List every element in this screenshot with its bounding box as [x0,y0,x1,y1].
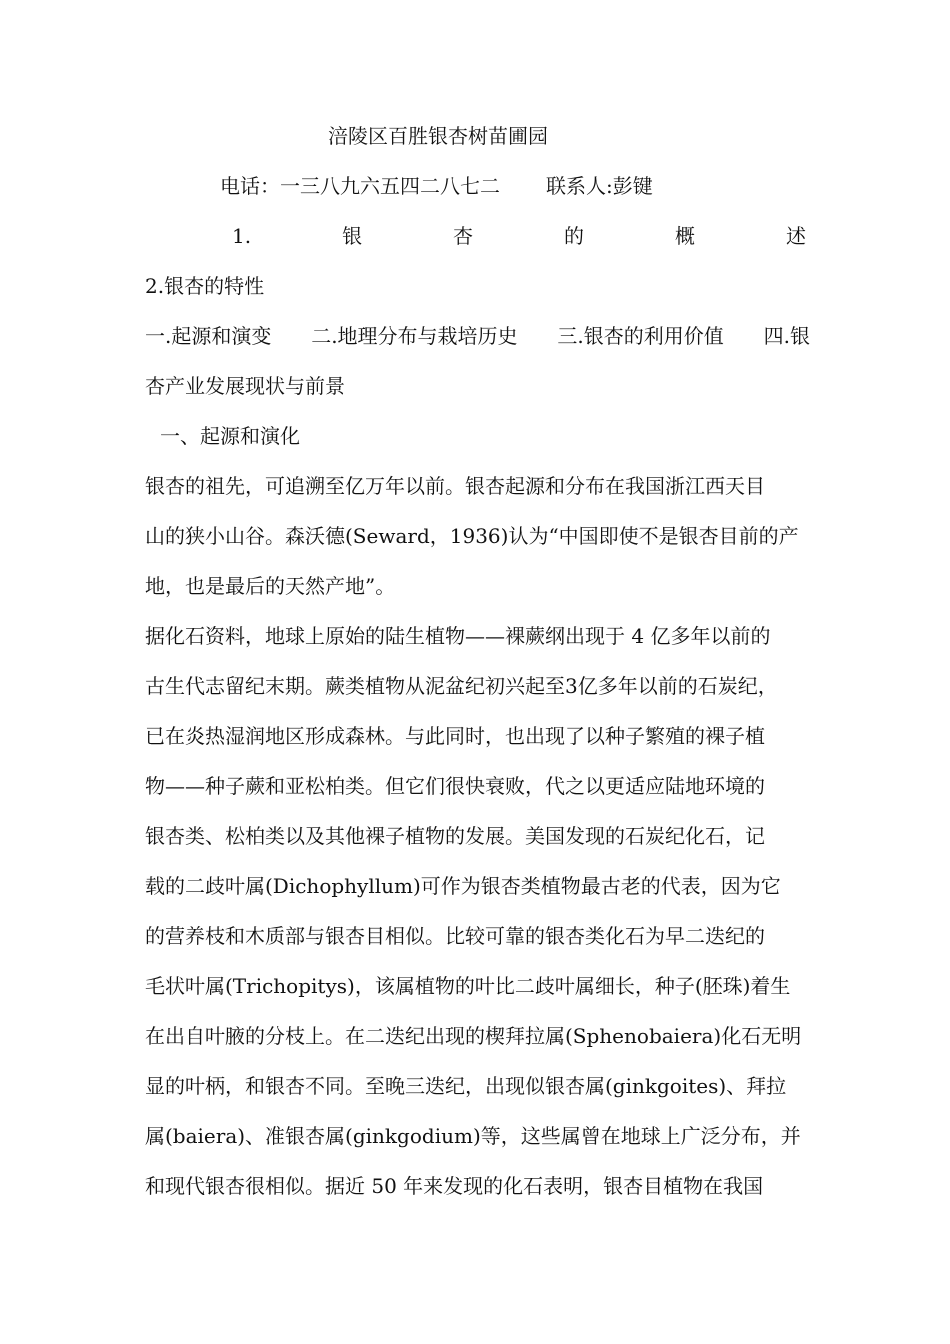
contact-person: 联系人:彭键 [546,174,653,198]
paragraph-line: 银杏类、松柏类以及其他裸子植物的发展。美国发现的石炭纪化石，记 [145,824,765,848]
paragraph-line: 和现代银杏很相似。据近 50 年来发现的化石表明，银杏目植物在我国 [145,1174,764,1198]
topic-item: 一.起源和演变 [145,324,272,348]
paragraph-line: 已在炎热湿润地区形成森林。与此同时，也出现了以种子繁殖的裸子植 [145,724,765,748]
heading-char: 杏 [453,224,474,248]
paragraph-line: 古生代志留纪末期。蕨类植物从泥盆纪初兴起至3亿多年以前的石炭纪， [145,674,778,698]
paragraph-line: 显的叶柄，和银杏不同。至晚三迭纪，出现似银杏属(ginkgoites)、拜拉 [145,1074,787,1098]
topic-item: 二.地理分布与栽培历史 [311,324,518,348]
heading-char: 1. [232,224,252,248]
paragraph-line: 载的二歧叶属(Dichophyllum)可作为银杏类植物最古老的代表，因为它 [145,874,781,898]
paragraph-line: 地，也是最后的天然产地”。 [145,574,396,598]
topic-item: 三.银杏的利用价值 [557,324,724,348]
heading-overview [232,224,806,248]
heading-char: 银 [342,224,363,248]
topics-line-continued: 杏产业发展现状与前景 [145,374,345,398]
paragraph-line: 在出自叶腋的分枝上。在二迭纪出现的楔拜拉属(Sphenobaiera)化石无明 [145,1024,802,1048]
paragraph-line: 的营养枝和木质部与银杏目相似。比较可靠的银杏类化石为早二迭纪的 [145,924,765,948]
paragraph-line: 毛状叶属(Trichopitys)，该属植物的叶比二歧叶属细长，种子(胚珠)着生 [145,974,791,998]
heading-char: 的 [564,224,584,248]
topic-item: 四.银 [763,324,810,348]
document-title: 涪陵区百胜银杏树苗圃园 [328,124,548,148]
paragraph-line: 物——种子蕨和亚松柏类。但它们很快衰败，代之以更适应陆地环境的 [145,774,765,798]
heading-char: 述 [785,224,806,248]
paragraph-line: 银杏的祖先，可追溯至亿万年以前。银杏起源和分布在我国浙江西天目 [145,474,765,498]
contact-line [220,174,653,198]
topics-line [145,324,810,348]
phone-number: 电话：一三八九六五四二八七二 [220,174,500,198]
section-title: 一、起源和演化 [160,424,300,448]
paragraph-line: 属(baiera)、准银杏属(ginkgodium)等，这些属曾在地球上广泛分布，并 [145,1124,801,1148]
heading-char: 概 [674,224,695,248]
paragraph-line: 据化石资料，地球上原始的陆生植物——裸蕨纲出现于 4 亿多年以前的 [145,624,771,648]
paragraph-line: 山的狭小山谷。森沃德(Seward，1936)认为“中国即使不是银杏目前的产 [145,524,799,548]
heading-characteristics: 2.银杏的特性 [145,274,265,298]
